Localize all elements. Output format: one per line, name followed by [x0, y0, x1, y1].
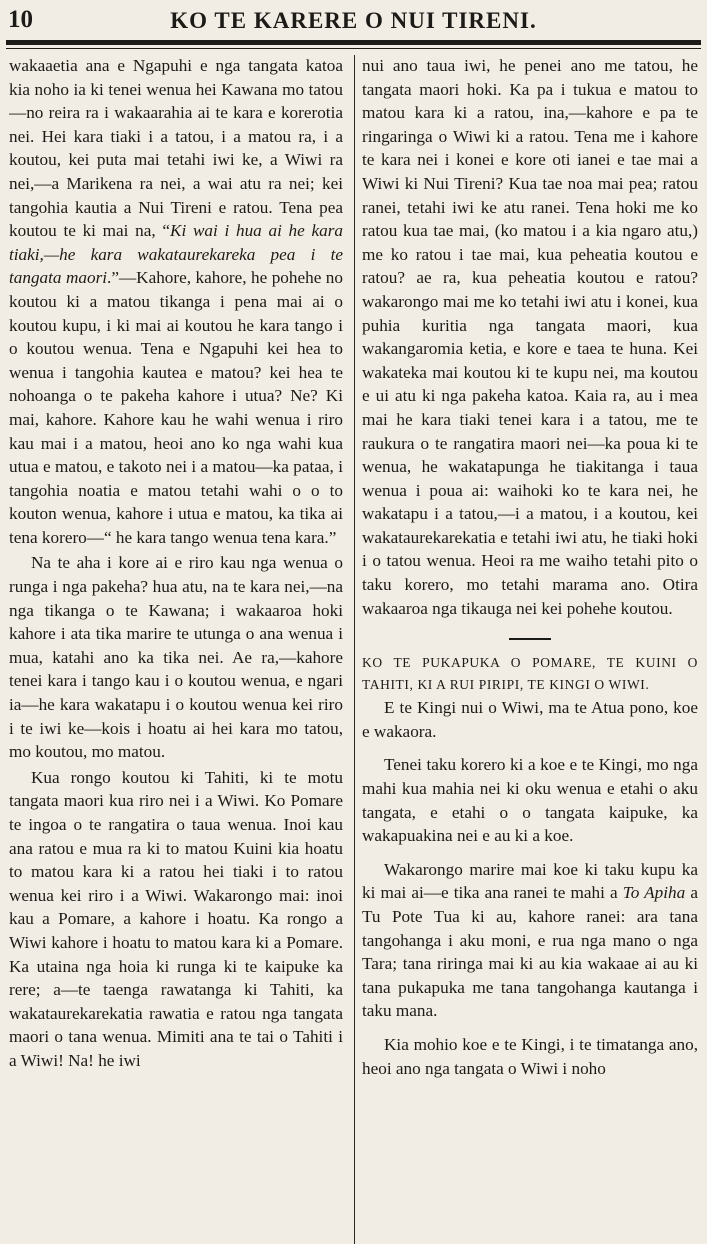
letter-heading: KO TE PUKAPUKA O POMARE, TE KUINI O TAHITI, KI A RUI PIRIPI, TE KINGI O WIWI.	[362, 655, 698, 693]
right-p4-italic: To Apiha	[622, 883, 686, 903]
left-p1-text-b: .”—Kahore, kahore, he pohehe no koutou ki a matou tikanga i pena mai ai o koutou kupu, i ki mai ai koutou he kara tango i o koutou wenua. Tena e Ngapuhi kei hea to wenua i tangohia kautea e matou? kei hea te nohoanga o te pakeha kahore i utua? Ne? Ki mai, kahore. Kahore kau he wahi wenua i riro kau mai i a matou, heoi ano ko nga wahi kua utua e matou, e takoto nei i a matou—ka pataa, i tangohia noatia e matou tetahi wahi o o to kouton wenua, kahore i utua e matou, ka tika ai tena korero—“ he kara tango wenua tena kara.”	[9, 268, 343, 547]
left-paragraph-2: Na te aha i kore ai e riro kau nga wenua o runga i nga pakeha? hua atu, na te kara nei,—na nga tikanga o te Kawana; i wakaaroa hoki kahore i ata tika marire te utunga o ana wenua i mua, katahi ano ka tika nei. Ae ra,—kahore tenei kara i tango kau i o koutou wenua, e ngari ia—he kara wakatapu i o koutou wenua kei riro i te iwi ke—kois i hoatu ai hei kara mo tatou, mo koutou, mo matou.	[9, 553, 343, 762]
right-p4-text-b: a Tu Pote Tua ki au, kahore ranei: ara tana tangohanga i aku moni, e rua nga mano o nga Tara; tana riringa mai ki au kia wakaae ai au ki tana pukapuka me tana tangohanga kautanga i taku mana.	[362, 883, 698, 1021]
left-column	[9, 54, 343, 1244]
column-divider	[354, 55, 355, 1244]
right-paragraph-4	[362, 858, 698, 1023]
left-p1-quote: Ki wai i hua ai he kara tiaki,—he kara wakataurekareka pea i te tangata maori	[9, 221, 343, 288]
page-number: 10	[8, 6, 33, 33]
left-paragraph-1	[9, 54, 343, 549]
right-paragraph-1: nui ano taua iwi, he penei ano me tatou, he tangata maori hoki. Ka pa i tukua e matou to matou kara ki a ratou, ina,—kahore e pa te ringaringa o Wiwi ki a ratou. Tena me i kahore te kara nei i konei e kore oti ianei e tae mai a Wiwi ki Nui Tireni? Kua tae noa mai pea; ratou ranei, tetahi iwi ke atu ranei. Tena hoki me ko ratou kua tae mai, (ko matou i a kia ngaro atu,) me ko ratou i tae mai, kua peheatia koutou e ratou? ae ra, kua peheatia koutou e ratou? wakarongo mai me ko tetahi iwi atu i konei, kua puhia kuritia nga tangata maori, kua wakangaromia ketia, e kore e taea te huna. Kei wakateka mai koutou ki te kupu nei, ma koutou e ui atu ki nga pakeha katoa. Kaia ra, au i mea mai he kara tiaki tenei kara i a tatou, me te raukura o te rangatira maori nei—ka poua ki te wenua, he wakatapunga he tiakitanga i taua wenua i poua ai: waihoki ko te kara nei, he wakatapu i a tatou,—i a matou, i a koutou, kei wakataurekarekatia e tetahi iwi atu, he tiaki hoki i o tatou wenua. Heoi ra me waiho tetahi pito o taku korero, mo tetahi marama ano. Otira wakaaroa nga tikauga nei kei pohehe koutou.	[362, 56, 698, 618]
right-paragraph-3: Tenei taku korero ki a koe e te Kingi, mo nga mahi kua mahia nei ki oku wenua e etahi o aku tangata, e etahi o o tangata kaipuke, ka wakapuakina nei e au ki a koe.	[362, 755, 698, 846]
right-paragraph-2: E te Kingi nui o Wiwi, ma te Atua pono, koe e wakaora.	[362, 698, 698, 741]
left-p1-text-a: wakaaetia ana e Ngapuhi e nga tangata katoa kia noho ia ki tenei wenua hei Kawana mo tatou—no reira ra i wakaarahia ai te kara e korerotia nei. Hei kara tiaki i a tatou, i a matou ra, i a koutou, kei puta mai tetahi iwi ke, a Wiwi ra nei,—a Marikena ra nei, a wai atu ra nei; kei tangohia kautia a Nui Tireni e ratou. Tena pea koutou te ki mai na, “	[9, 56, 343, 241]
section-separator	[509, 638, 551, 640]
right-p4-text-a: Wakarongo marire mai koe ki taku kupu ka ki mai ai—e tika ana ranei te mahi a	[362, 859, 698, 903]
right-column	[362, 54, 698, 1244]
right-paragraph-5: Kia mohio koe e te Kingi, i te timatanga ano, heoi ano nga tangata o Wiwi i noho	[362, 1034, 698, 1078]
page-header	[0, 0, 707, 48]
header-rule-thick	[6, 40, 701, 45]
masthead-title: KO TE KARERE O NUI TIRENI.	[170, 8, 537, 33]
left-paragraph-3: Kua rongo koutou ki Tahiti, ki te motu tangata maori kua riro nei i a Wiwi. Ko Pomare te ingoa o te rangatira o taua wenua. Inoi kau ana ratou e mua ra ki to matou Kuini kia hoatu to matou kara ki a ratou hei tiaki i to ratou wenua kei riro i a Wiwi. Wakarongo mai: inoi kau a Pomare, a kahore i hoatu. Ka rongo a Wiwi kahore i hoatu to matou kara ki a Pomare. Ka utaina nga hoia ki runga ki te kaipuke ka rere; a—te taenga rawatanga ki Tahiti, ka wakataurekarekatia rawatia e ratou nga tangata maori o tana wenua. Mimiti ana te tai o Tahiti i a Wiwi! Na! he iwi	[9, 767, 343, 1070]
header-rule-thin	[6, 48, 701, 49]
